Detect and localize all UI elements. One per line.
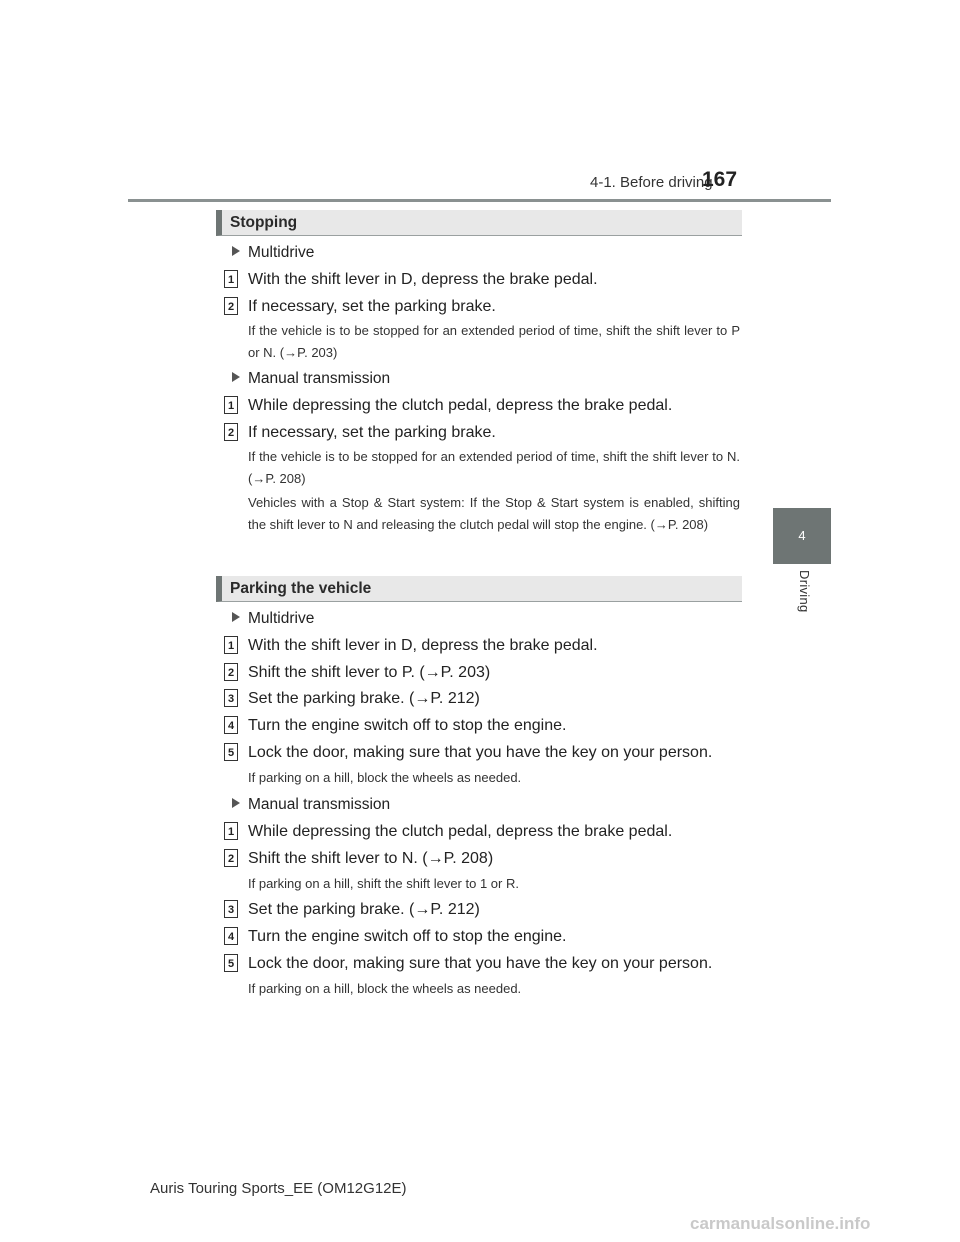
section-stopping: [216, 210, 742, 236]
step-number: 2: [224, 297, 238, 315]
step-number: 1: [224, 636, 238, 654]
chapter-name: Driving: [797, 570, 812, 613]
step-number: 5: [224, 954, 238, 972]
step-text: Lock the door, making sure that you have the key on your person.: [248, 955, 713, 972]
section-title: Stopping: [230, 214, 298, 231]
bullet-manual: Manual transmission: [232, 796, 390, 814]
step-text: Shift the shift lever to N. (→P. 208): [248, 850, 494, 867]
section-label: 4-1. Before driving: [590, 174, 713, 191]
triangle-bullet-icon: [232, 246, 240, 256]
chapter-tab: 4: [773, 508, 831, 564]
triangle-bullet-icon: [232, 372, 240, 382]
section-title: Parking the vehicle: [230, 580, 372, 597]
page-number: 167: [702, 168, 738, 191]
note-text: If parking on a hill, block the wheels as needed.: [248, 770, 522, 785]
step-text: With the shift lever in D, depress the brake pedal.: [248, 271, 598, 288]
step-text: Turn the engine switch off to stop the engine.: [248, 717, 567, 734]
step-number: 1: [224, 396, 238, 414]
step-number: 2: [224, 423, 238, 441]
bullet-multidrive: Multidrive: [232, 244, 314, 262]
step-number: 3: [224, 689, 238, 707]
step-text: If necessary, set the parking brake.: [248, 298, 496, 315]
note-text: If parking on a hill, shift the shift lever to 1 or R.: [248, 876, 519, 891]
step-number: 2: [224, 663, 238, 681]
note-text: If parking on a hill, block the wheels as needed.: [248, 981, 522, 996]
step-number: 1: [224, 270, 238, 288]
step-number: 4: [224, 927, 238, 945]
triangle-bullet-icon: [232, 612, 240, 622]
step-text: Turn the engine switch off to stop the engine.: [248, 928, 567, 945]
step-number: 5: [224, 743, 238, 761]
step-number: 3: [224, 900, 238, 918]
step-text: While depressing the clutch pedal, depress the brake pedal.: [248, 397, 673, 414]
note-text: If the vehicle is to be stopped for an extended period of time, shift the shift lever to N. (→P. 208): [248, 449, 740, 486]
step-text: If necessary, set the parking brake.: [248, 424, 496, 441]
watermark: carmanualsonline.info: [690, 1214, 871, 1233]
section-parking: [216, 576, 742, 602]
step-number: 1: [224, 822, 238, 840]
header-divider: [128, 199, 831, 202]
step-number: 4: [224, 716, 238, 734]
step-text: While depressing the clutch pedal, depress the brake pedal.: [248, 823, 673, 840]
step-text: Lock the door, making sure that you have the key on your person.: [248, 744, 713, 761]
step-text: Set the parking brake. (→P. 212): [248, 901, 480, 918]
triangle-bullet-icon: [232, 798, 240, 808]
note-text: If the vehicle is to be stopped for an extended period of time, shift the shift lever to P or N. (→P. 203): [248, 323, 740, 360]
bullet-multidrive: Multidrive: [232, 610, 314, 628]
footer-model: Auris Touring Sports_EE (OM12G12E): [150, 1180, 407, 1197]
bullet-manual: Manual transmission: [232, 370, 390, 388]
step-text: Shift the shift lever to P. (→P. 203): [248, 664, 491, 681]
step-text: With the shift lever in D, depress the brake pedal.: [248, 637, 598, 654]
step-number: 2: [224, 849, 238, 867]
step-text: Set the parking brake. (→P. 212): [248, 690, 480, 707]
note-text: Vehicles with a Stop & Start system: If the Stop & Start system is enabled, shifting the shift lever to N and releasing the clutch pedal will stop the engine. (→P. 208): [248, 495, 740, 532]
